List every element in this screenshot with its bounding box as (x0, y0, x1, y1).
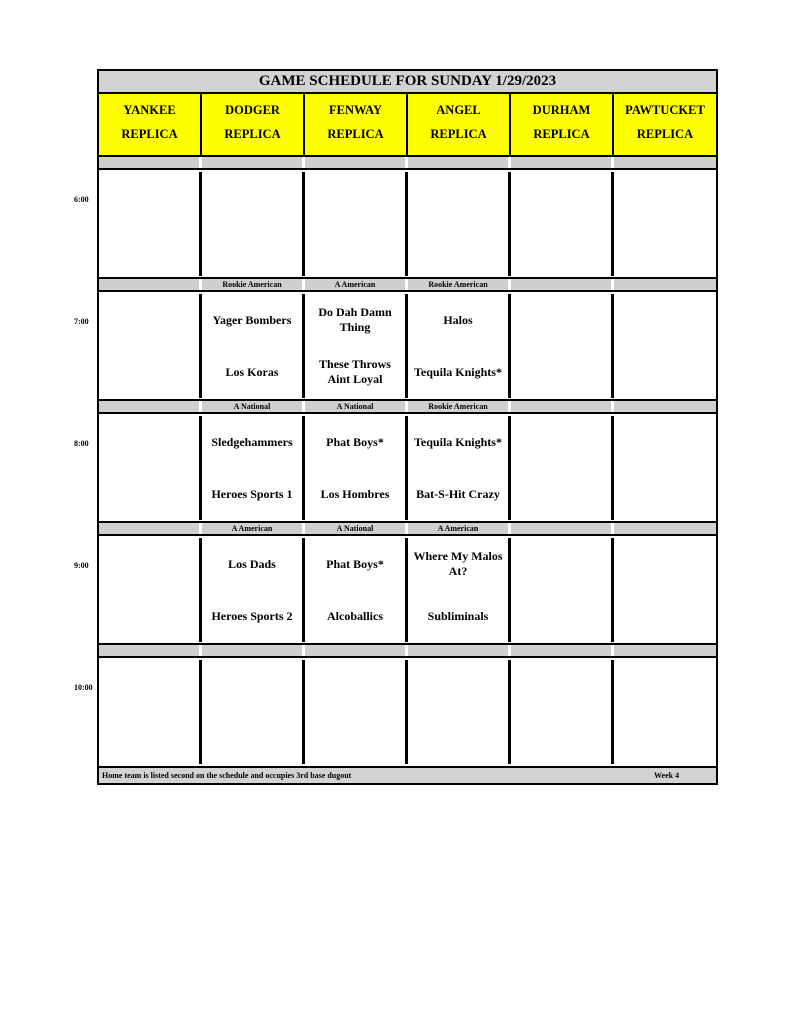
home-team (513, 468, 609, 520)
division-label (99, 523, 202, 534)
division-row (99, 399, 716, 414)
division-label (99, 645, 202, 656)
division-label (305, 157, 408, 168)
division-label (614, 645, 716, 656)
game-cell (202, 172, 305, 276)
game-cell (511, 660, 614, 764)
home-team (410, 224, 506, 276)
home-team: Heroes Sports 2 (211, 608, 293, 623)
division-label (614, 523, 716, 534)
field-sub: REPLICA (533, 127, 590, 141)
home-team: Alcoballics (327, 608, 383, 623)
home-team (616, 468, 714, 520)
game-cell (511, 294, 614, 398)
division-label (202, 157, 305, 168)
game-cell (614, 294, 716, 398)
away-team (410, 660, 506, 712)
time-label: 6:00 (74, 195, 89, 204)
division-row (99, 155, 716, 170)
away-team: Phat Boys* (326, 556, 384, 571)
home-team (513, 224, 609, 276)
game-cell (511, 538, 614, 642)
game-cell (614, 416, 716, 520)
home-team (513, 346, 609, 398)
home-team (410, 712, 506, 764)
division-label (99, 279, 202, 290)
home-team: Bat-S-Hit Crazy (416, 486, 500, 501)
game-cell (305, 172, 408, 276)
home-team (101, 224, 197, 276)
field-header-pawtucket (614, 94, 716, 155)
away-team: Los Dads (228, 556, 276, 571)
division-row (99, 643, 716, 658)
title-bar (99, 71, 716, 94)
division-label: A National (202, 401, 305, 412)
field-header-row (99, 94, 716, 155)
away-team: Sledgehammers (211, 434, 293, 449)
time-label: 8:00 (74, 439, 89, 448)
field-name: PAWTUCKET (625, 103, 705, 117)
game-cell (408, 416, 511, 520)
field-sub: REPLICA (327, 127, 384, 141)
away-team: Yager Bombers (212, 312, 292, 327)
division-label: A American (202, 523, 305, 534)
schedule-title: GAME SCHEDULE FOR SUNDAY 1/29/2023 (258, 73, 557, 89)
away-team (101, 172, 197, 224)
field-header-durham (511, 94, 614, 155)
division-label (511, 157, 614, 168)
away-team (513, 416, 609, 468)
game-cell (202, 538, 305, 642)
home-team (513, 590, 609, 642)
field-name: DURHAM (532, 103, 591, 117)
game-cell (99, 538, 202, 642)
home-team (307, 712, 403, 764)
away-team (101, 294, 197, 346)
division-label: A American (305, 279, 408, 290)
field-sub: REPLICA (121, 127, 178, 141)
field-sub: REPLICA (636, 127, 694, 141)
home-team (307, 224, 403, 276)
schedule-table (97, 69, 718, 785)
division-label (511, 523, 614, 534)
home-team (616, 712, 714, 764)
game-cell (202, 294, 305, 398)
game-cell (408, 660, 511, 764)
away-team (616, 172, 714, 224)
away-team (513, 294, 609, 346)
game-cell (99, 294, 202, 398)
away-team (101, 538, 197, 590)
field-sub: REPLICA (224, 127, 281, 141)
field-header-angel (408, 94, 511, 155)
division-label (305, 645, 408, 656)
home-team: Heroes Sports 1 (211, 486, 293, 501)
away-team (410, 172, 506, 224)
field-name: YANKEE (123, 103, 176, 117)
home-team (616, 346, 714, 398)
game-cell (305, 416, 408, 520)
game-cell (408, 172, 511, 276)
away-team (513, 538, 609, 590)
week-label: Week 4 (654, 771, 680, 780)
away-team (616, 294, 714, 346)
away-team: Do Dah Damn Thing (318, 305, 392, 334)
division-label (202, 645, 305, 656)
field-header-fenway (305, 94, 408, 155)
away-team (616, 660, 714, 712)
home-team (101, 712, 197, 764)
division-label: Rookie American (408, 279, 511, 290)
division-label (614, 279, 716, 290)
division-label (99, 157, 202, 168)
field-header-dodger (202, 94, 305, 155)
division-label (614, 401, 716, 412)
away-team: Tequila Knights* (414, 434, 502, 449)
away-team (101, 660, 197, 712)
game-cell (99, 660, 202, 764)
time-label: 9:00 (74, 561, 89, 570)
division-label (614, 157, 716, 168)
division-label (511, 401, 614, 412)
away-team (513, 172, 609, 224)
game-cell (202, 416, 305, 520)
away-team (307, 660, 403, 712)
division-label (408, 645, 511, 656)
home-team (616, 224, 714, 276)
game-cell (408, 538, 511, 642)
home-team: Subliminals (427, 608, 489, 623)
home-team: Los Hombres (320, 486, 390, 501)
home-team: These Throws Aint Loyal (319, 357, 391, 386)
division-label (408, 157, 511, 168)
away-team (616, 416, 714, 468)
game-cell (408, 294, 511, 398)
away-team (307, 172, 403, 224)
division-label (511, 645, 614, 656)
home-team (101, 346, 197, 398)
game-cell (305, 538, 408, 642)
division-label (511, 279, 614, 290)
game-cell (99, 172, 202, 276)
home-team: Los Koras (225, 364, 279, 379)
time-slot-row (99, 660, 716, 764)
time-label: 7:00 (74, 317, 89, 326)
home-team: Tequila Knights* (414, 364, 502, 379)
home-team (101, 590, 197, 642)
division-label: A American (408, 523, 511, 534)
game-cell (511, 172, 614, 276)
away-team (616, 538, 714, 590)
away-team: Phat Boys* (326, 434, 384, 449)
game-cell (614, 660, 716, 764)
game-cell (305, 294, 408, 398)
away-team (204, 660, 300, 712)
home-team (101, 468, 197, 520)
field-header-yankee (99, 94, 202, 155)
field-name: ANGEL (436, 103, 481, 117)
home-team (616, 590, 714, 642)
time-slot-row (99, 294, 716, 398)
game-cell (305, 660, 408, 764)
game-cell (99, 416, 202, 520)
division-label: A National (305, 401, 408, 412)
field-sub: REPLICA (430, 127, 487, 141)
field-name: DODGER (225, 103, 280, 117)
division-label (99, 401, 202, 412)
field-name: FENWAY (328, 103, 383, 117)
home-team (513, 712, 609, 764)
division-label: Rookie American (408, 401, 511, 412)
away-team: Halos (443, 312, 473, 327)
home-team (204, 712, 300, 764)
away-team: Where My Malos At? (413, 549, 503, 578)
game-cell (202, 660, 305, 764)
division-label: Rookie American (202, 279, 305, 290)
division-label: A National (305, 523, 408, 534)
division-row (99, 277, 716, 292)
time-slot-row (99, 538, 716, 642)
game-cell (614, 538, 716, 642)
time-label: 10:00 (74, 683, 93, 692)
game-cell (614, 172, 716, 276)
footer-bar (99, 766, 716, 783)
away-team (204, 172, 300, 224)
time-slot-row (99, 416, 716, 520)
game-cell (511, 416, 614, 520)
time-slot-row (99, 172, 716, 276)
home-team (204, 224, 300, 276)
away-team (101, 416, 197, 468)
footer-note: Home team is listed second on the schedule and occupies 3rd base dugout (102, 771, 352, 780)
division-row (99, 521, 716, 536)
away-team (513, 660, 609, 712)
